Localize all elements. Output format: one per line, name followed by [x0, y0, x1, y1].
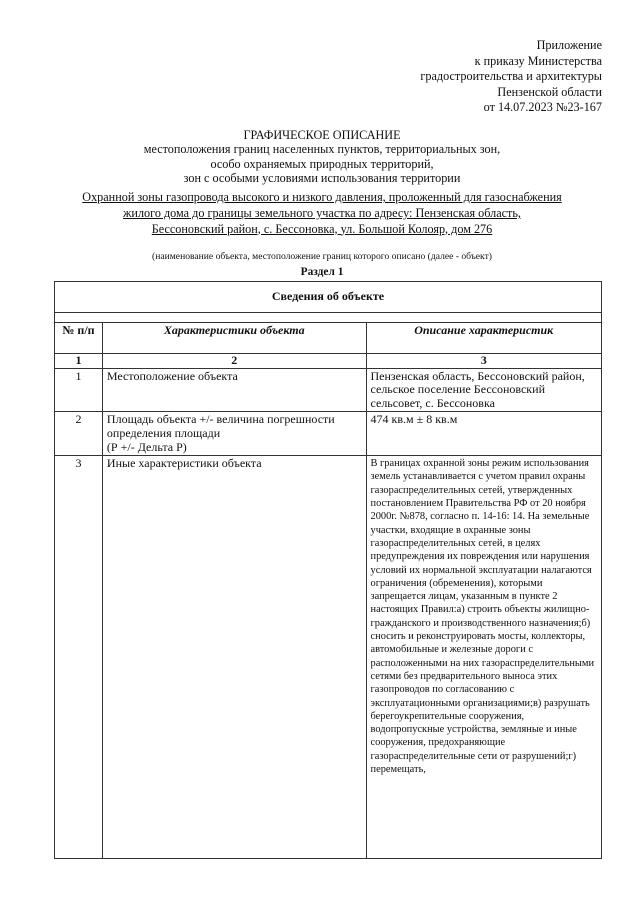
table-row: [55, 368, 602, 412]
object-note: (наименование объекта, местоположение границ которого описано (далее - объект): [152, 251, 492, 262]
appendix-block: [342, 38, 602, 116]
row-description: В границах охранной зоны режим использования земель устанавливается с учетом правил охраны газораспределительных сетей, утвержденных постановлением Правительства РФ от 20 ноября 2000г. №878, согласно п. 14-16: 14. На земельные участки, входящие в охранные зоны газораспределительных сетей, в целях предупреждения их повреждения или нарушения условий их нормальной эксплуатации налагаются ограничения (обременения), которыми запрещается лицам, указанным в пункте 2 настоящих Правил:а) строить объекты жилищно-гражданского и производственного назначения;б) сносить и реконструировать мосты, коллекторы, автомобильные и железные дороги с расположенными на них газораспределительными сетями без предварительного выноса этих газопроводов по согласованию с эксплуатационными организациями;в) разрушать берегоукрепительные сооружения, водопропускные устройства, земляные и иные сооружения, предохраняющие газораспределительные сети от разрушений;г) перемещать,: [366, 456, 601, 859]
title-line: местоположения границ населенных пунктов, территориальных зон,: [143, 142, 501, 157]
appendix-line: Приложение: [536, 38, 602, 52]
object-name-line: жилого дома до границы земельного участка по адресу: Пензенская область,: [123, 205, 521, 220]
row-characteristic: Иные характеристики объекта: [102, 456, 366, 859]
object-name-line: Бессоновский район, с. Бессоновка, ул. Большой Колояр, дом 276: [151, 221, 493, 236]
header-characteristic: Характеристики объекта: [102, 323, 366, 354]
appendix-line: Пензенской области: [497, 84, 602, 99]
object-info-table: [54, 281, 602, 859]
table-column-numbers: [55, 354, 602, 369]
row-characteristic: Местоположение объекта: [102, 368, 366, 412]
row-characteristic: Площадь объекта +/- величина погрешности определения площади: [106, 412, 335, 440]
table-title: Сведения об объекте: [55, 282, 602, 313]
title-line: зон с особыми условиями использования территории: [183, 171, 461, 186]
document-title: [40, 128, 604, 186]
row-description: 474 кв.м ± 8 кв.м: [366, 412, 601, 456]
object-name: [40, 190, 604, 237]
appendix-line: к приказу Министерства: [474, 53, 602, 68]
title-heading: ГРАФИЧЕСКОЕ ОПИСАНИЕ: [243, 128, 401, 142]
table-row: [55, 412, 602, 456]
col-number: 1: [55, 354, 103, 369]
header-description: Описание характеристик: [366, 323, 601, 354]
row-num: 2: [55, 412, 103, 456]
row-num: 3: [55, 456, 103, 859]
header-num: № п/п: [55, 323, 103, 354]
table-header-row: [55, 323, 602, 354]
col-number: 2: [102, 354, 366, 369]
col-number: 3: [366, 354, 601, 369]
appendix-line: от 14.07.2023 №23-167: [483, 100, 602, 115]
row-num: 1: [55, 368, 103, 412]
object-name-line: Охранной зоны газопровода высокого и низкого давления, проложенный для газоснабжения: [82, 190, 562, 204]
table-spacer-row: [55, 313, 602, 323]
row-characteristic-sub: (Р +/- Дельта Р): [106, 439, 187, 454]
appendix-line: градостроительства и архитектуры: [420, 69, 602, 84]
title-line: особо охраняемых природных территорий,: [210, 156, 434, 171]
section-label: Раздел 1: [300, 266, 344, 278]
row-description: Пензенская область, Бессоновский район, сельское поселение Бессоновский сельсовет, с. Бессоновка: [366, 368, 601, 412]
row-characteristic-cell: [102, 412, 366, 456]
table-row: [55, 456, 602, 859]
